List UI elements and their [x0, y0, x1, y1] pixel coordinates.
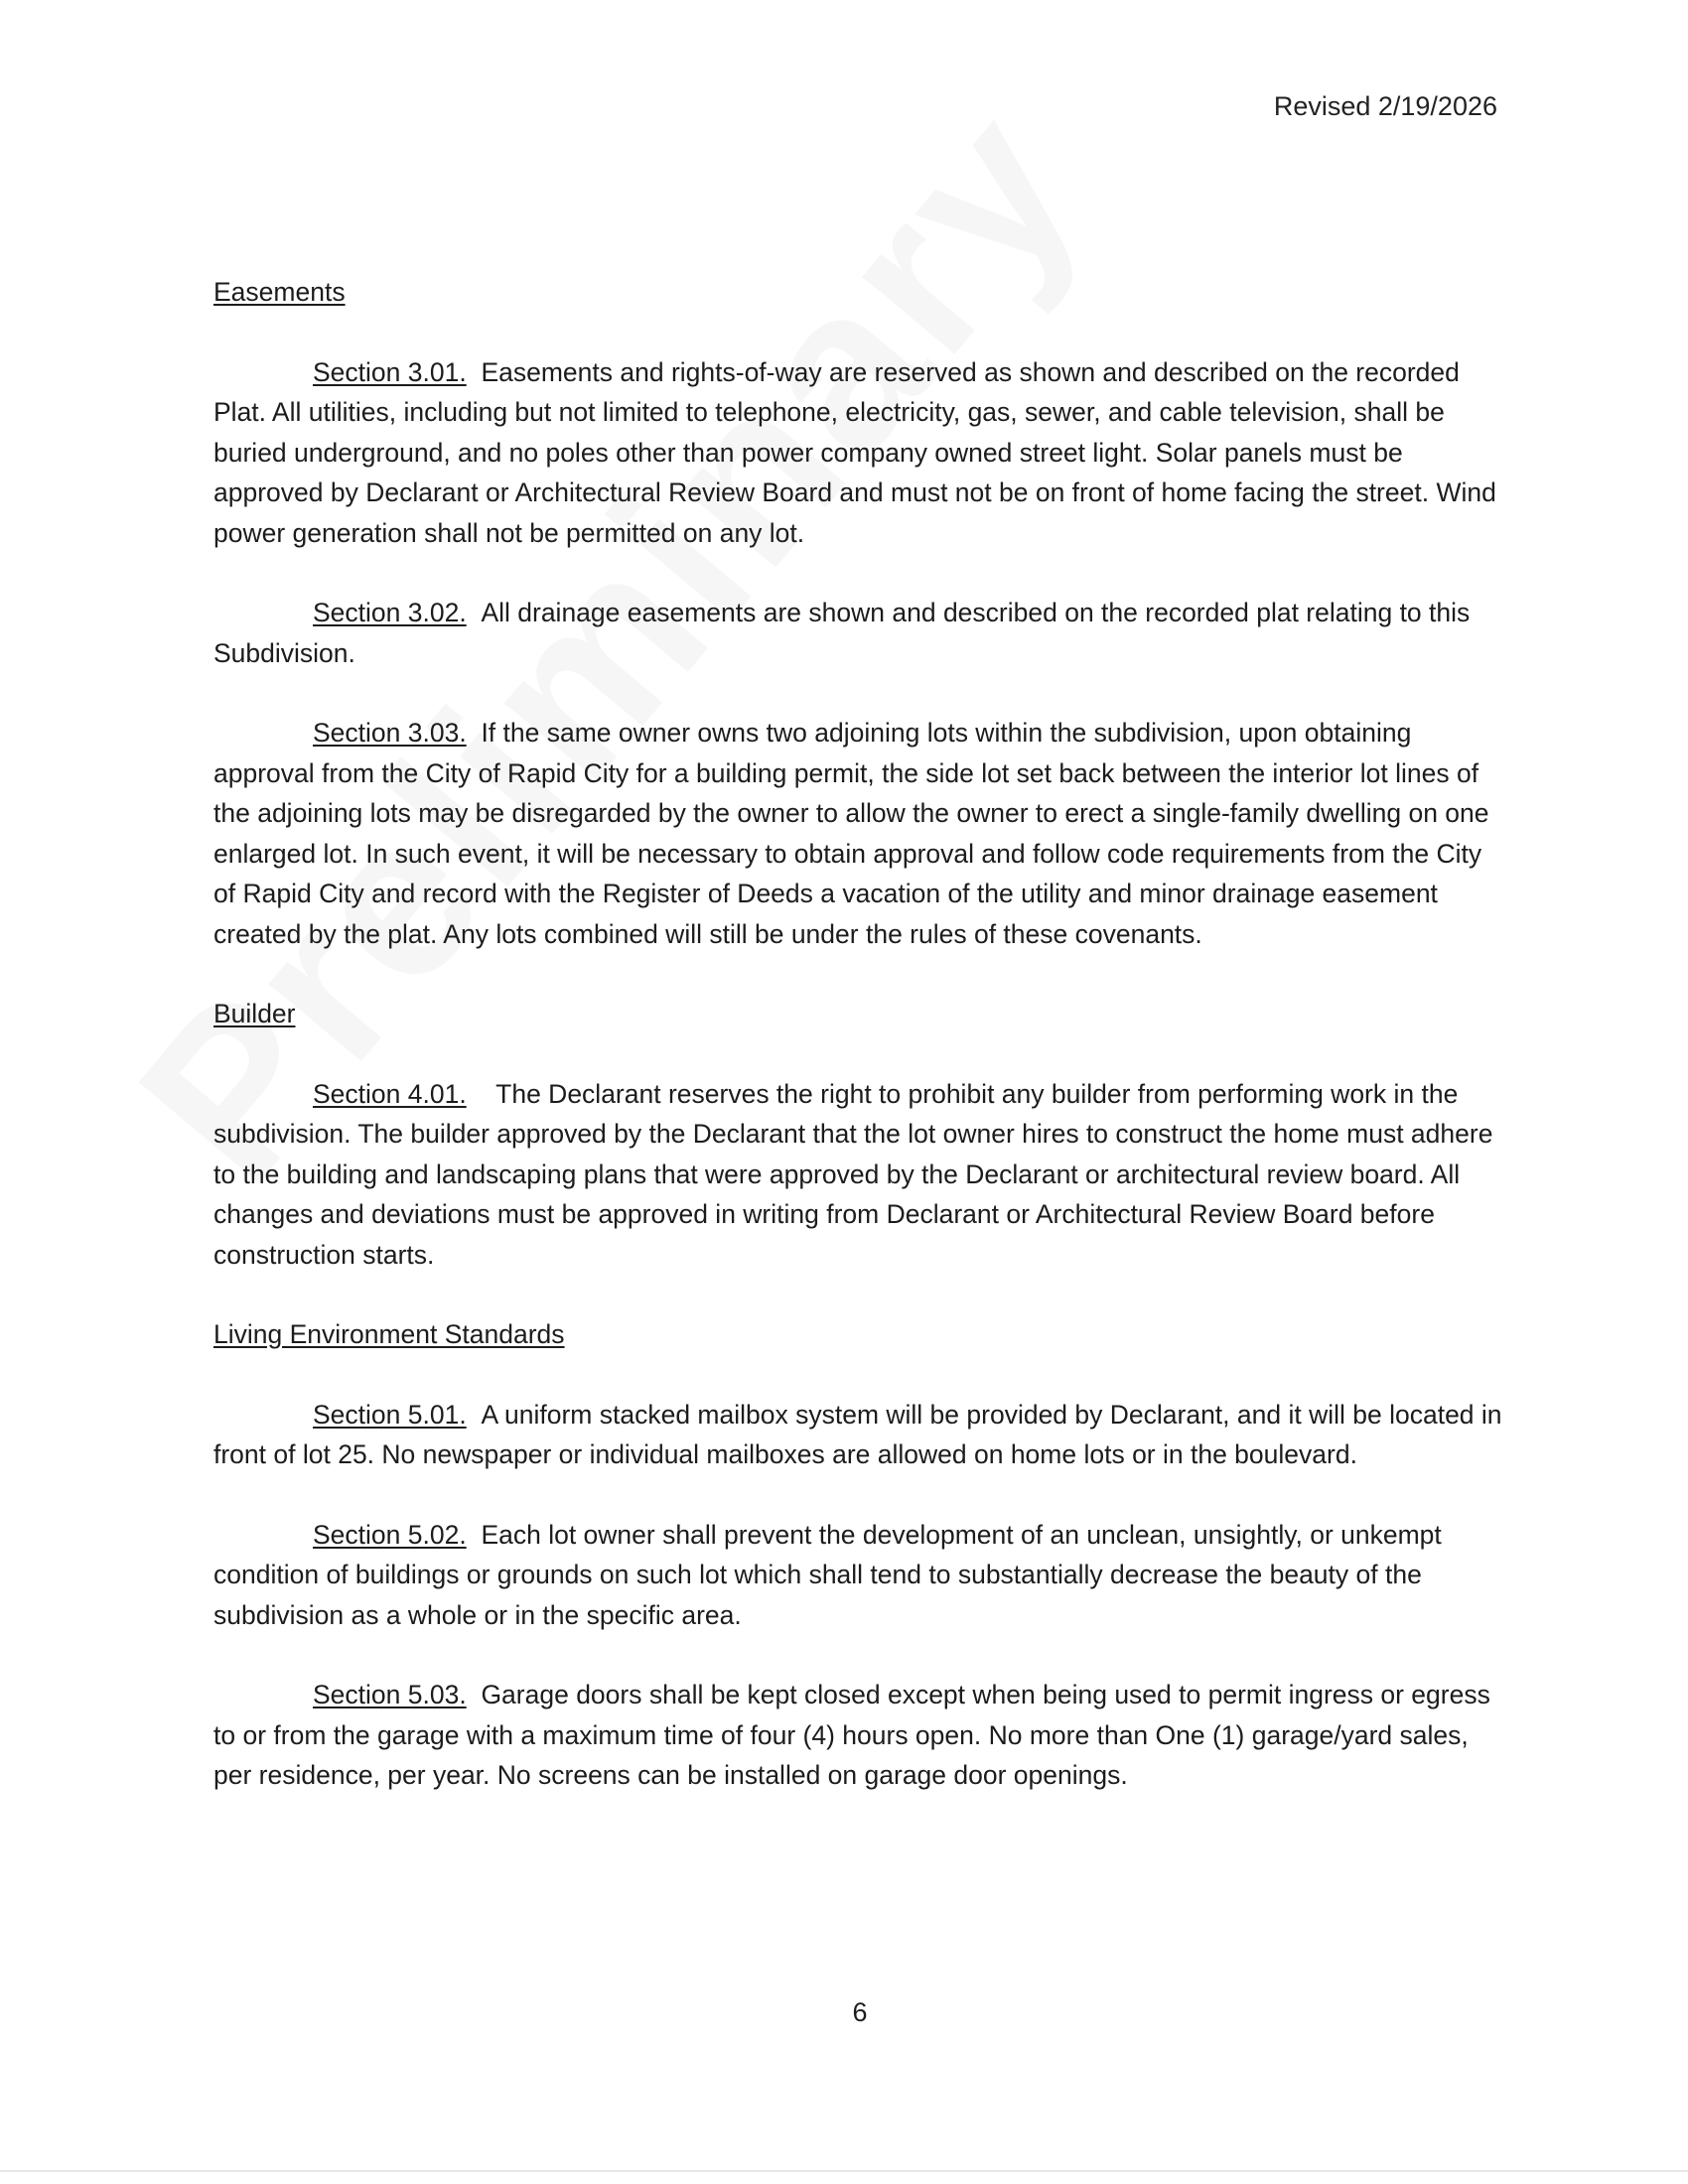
- section-text: Each lot owner shall prevent the development of an unclean, unsightly, or unkempt condition of buildings or grounds on such lot which shall tend to substantially decrease the beauty of the subdivision as a whole or in the specific area.: [213, 1519, 1442, 1630]
- section-text: The Declarant reserves the right to prohibit any builder from performing work in the subdivision. The builder approved by the Declarant that the lot owner hires to construct the home must adhere to the building and landscaping plans that were approved by the Declarant or architectural review board. All changes and deviations must be approved in writing from Declarant or Architectural Review Board before construction starts.: [213, 1078, 1493, 1270]
- section-5-02: [213, 1515, 1504, 1636]
- document-body: [213, 272, 1504, 1836]
- heading-living-environment-standards: Living Environment Standards: [213, 1319, 565, 1349]
- section-label: Section 5.02.: [313, 1519, 467, 1550]
- section-3-01: [213, 352, 1504, 554]
- section-text: A uniform stacked mailbox system will be provided by Declarant, and it will be located in front of lot 25. No newspaper or individual mailboxes are allowed on home lots or in the boulevard.: [213, 1399, 1502, 1469]
- section-text: If the same owner owns two adjoining lots within the subdivision, upon obtaining approval from the City of Rapid City for a building permit, the side lot set back between the interior lot lines of the adjoining lots may be disregarded by the owner to allow the owner to erect a single-family dwelling on one enlarged lot. In such event, it will be necessary to obtain approval and follow code requirements from the City of Rapid City and record with the Register of Deeds a vacation of the utility and minor drainage easement created by the plat. Any lots combined will still be under the rules of these covenants.: [213, 718, 1489, 949]
- section-label: Section 4.01.: [313, 1078, 467, 1109]
- section-text: All drainage easements are shown and described on the recorded plat relating to this Subdivision.: [213, 598, 1471, 668]
- section-3-03: [213, 713, 1504, 954]
- section-text: Easements and rights-of-way are reserved as shown and described on the recorded Plat. All utilities, including but not limited to telephone, electricity, gas, sewer, and cable television, shall be buried underground, and no poles other than power company owned street light. Solar panels must be approved by Declarant or Architectural Review Board and must not be on front of home facing the street. Wind power generation shall not be permitted on any lot.: [213, 356, 1496, 548]
- section-label: Section 5.03.: [313, 1680, 467, 1709]
- section-text: Garage doors shall be kept closed except when being used to permit ingress or egress to or from the garage with a maximum time of four (4) hours open. No more than One (1) garage/yard sales, per residence, per year. No screens can be installed on garage door openings.: [213, 1680, 1490, 1790]
- section-label: Section 5.01.: [313, 1399, 467, 1430]
- section-label: Section 3.02.: [313, 598, 467, 627]
- page-number: 6: [852, 1997, 868, 2027]
- section-3-02: [213, 593, 1504, 673]
- section-label: Section 3.01.: [313, 356, 467, 387]
- revised-date: Revised 2/19/2026: [1273, 91, 1497, 121]
- section-5-01: [213, 1395, 1504, 1475]
- section-label: Section 3.03.: [313, 718, 467, 748]
- section-5-03: [213, 1675, 1504, 1796]
- section-4-01: [213, 1074, 1504, 1276]
- heading-easements: Easements: [213, 277, 346, 307]
- heading-builder: Builder: [213, 999, 296, 1028]
- scan-edge-divider: [0, 2170, 1688, 2172]
